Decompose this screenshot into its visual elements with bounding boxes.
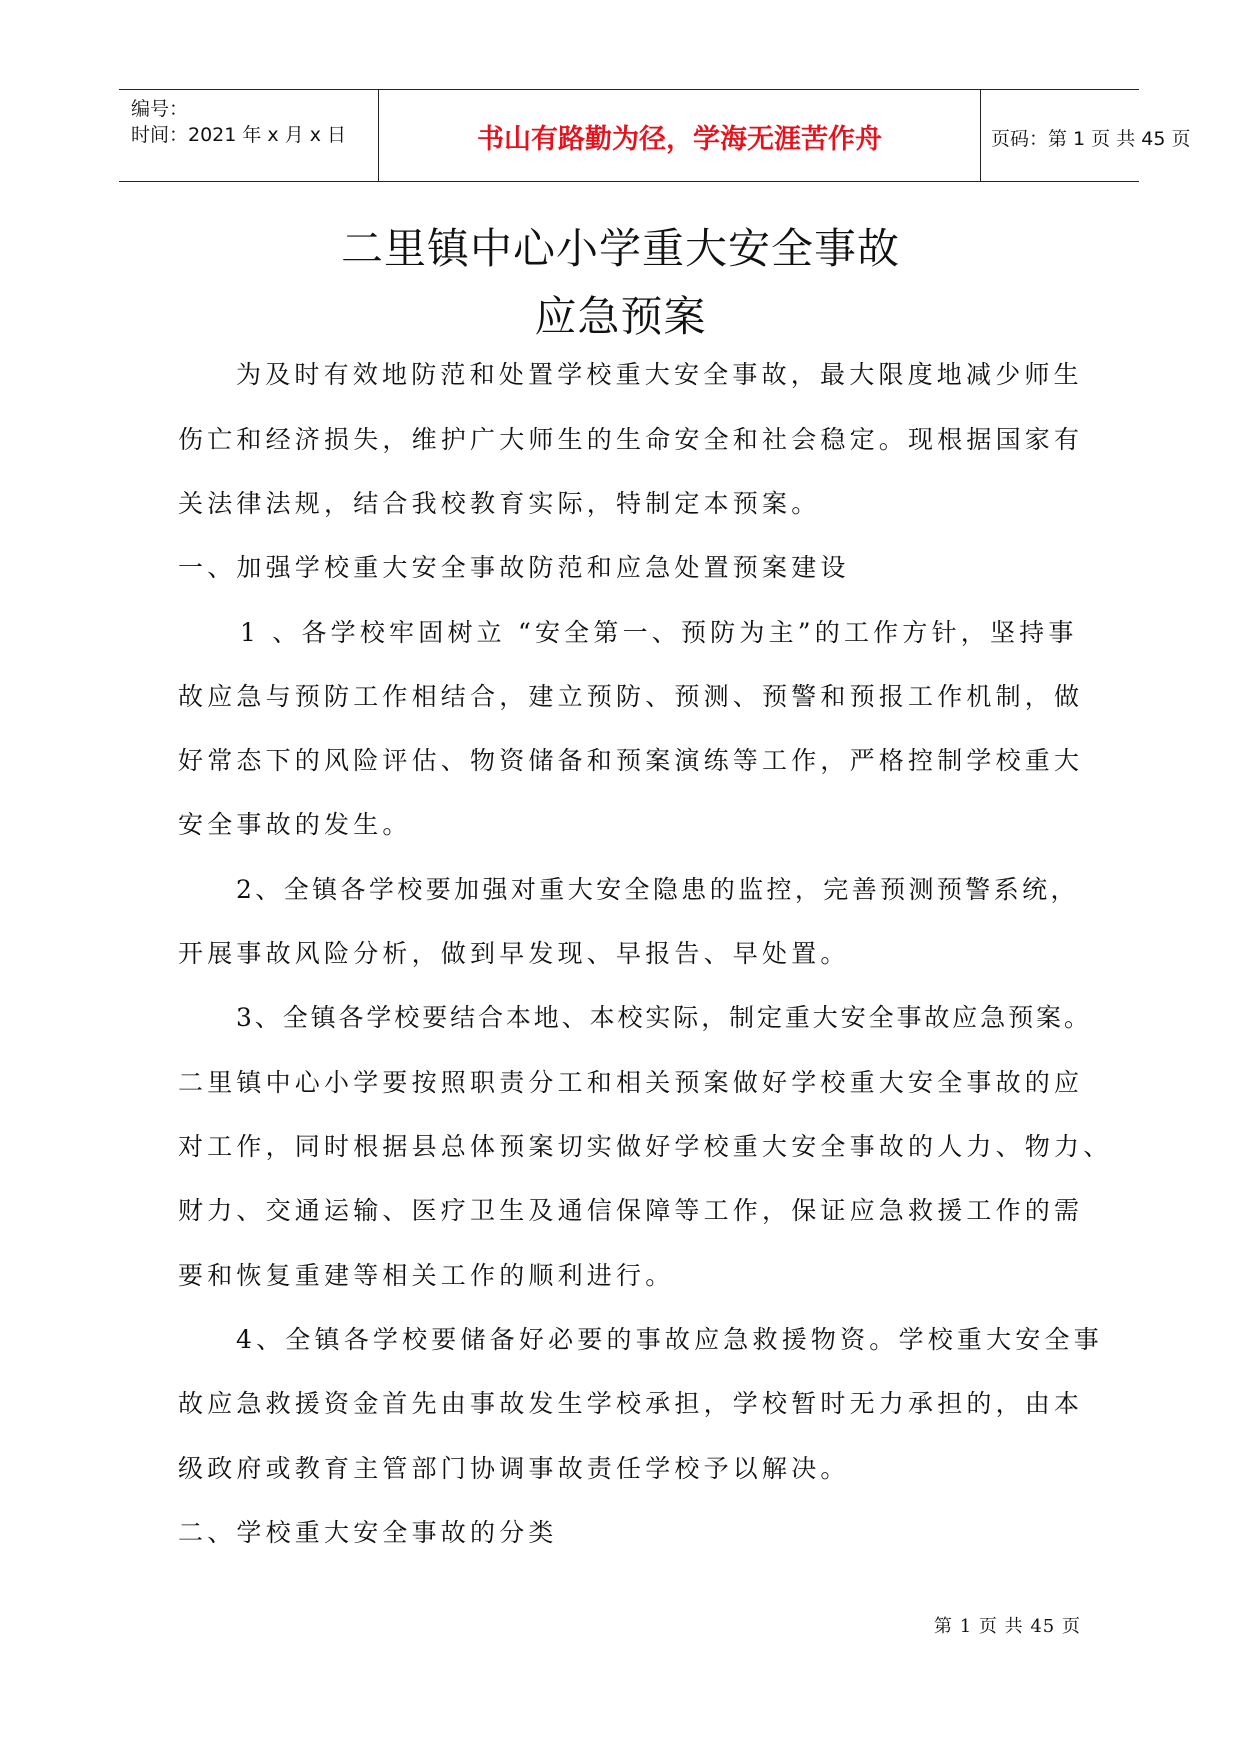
section-heading: 二、学校重大安全事故的分类 — [178, 1518, 558, 1547]
header-page-cell — [981, 90, 1191, 181]
document-header — [119, 89, 1191, 182]
body-line: 2、全镇各学校要加强对重大安全隐患的监控，完善预测预警系统， — [236, 875, 1079, 904]
body-line: 安全事故的发生。 — [178, 810, 412, 839]
page-footer: 第 1 页 共 45 页 — [934, 1616, 1081, 1637]
body-line: 好常态下的风险评估、物资储备和预案演练等工作，严格控制学校重大 — [178, 746, 1084, 775]
body-line: 财力、交通运输、医疗卫生及通信保障等工作，保证应急救援工作的需 — [178, 1196, 1084, 1225]
header-motto-cell — [378, 90, 981, 181]
body-line: 4、全镇各学校要储备好必要的事故应急救援物资。学校重大安全事 — [236, 1325, 1103, 1354]
body-line: 二里镇中心小学要按照职责分工和相关预案做好学校重大安全事故的应 — [178, 1068, 1084, 1097]
body-line: 1 、各学校牢固树立 “安全第一、预防为主”的工作方针，坚持事 — [240, 618, 1078, 647]
document-subtitle: 应急预案 — [534, 292, 707, 341]
body-line: 为及时有效地防范和处置学校重大安全事故，最大限度地减少师生 — [236, 360, 1083, 389]
body-line: 伤亡和经济损失，维护广大师生的生命安全和社会稳定。现根据国家有 — [178, 425, 1084, 454]
body-line: 3、全镇各学校要结合本地、本校实际，制定重大安全事故应急预案。 — [236, 1003, 1092, 1032]
document-title: 二里镇中心小学重大安全事故 — [340, 224, 900, 273]
header-page-code: 页码：第 1 页 共 45 页 — [991, 128, 1191, 150]
document-number-label: 编号： — [131, 98, 189, 120]
header-motto: 书山有路勤为径，学海无涯苦作舟 — [477, 124, 882, 155]
body-line: 关法律法规，结合我校教育实际，特制定本预案。 — [178, 489, 821, 518]
body-line: 要和恢复重建等相关工作的顺利进行。 — [178, 1261, 675, 1290]
body-line: 对工作，同时根据县总体预案切实做好学校重大安全事故的人力、物力、 — [178, 1132, 1113, 1161]
document-time-label: 时间：2021 年 x 月 x 日 — [131, 124, 347, 146]
header-meta-cell — [119, 90, 378, 181]
body-line: 级政府或教育主管部门协调事故责任学校予以解决。 — [178, 1454, 850, 1483]
body-line: 开展事故风险分析，做到早发现、早报告、早处置。 — [178, 939, 850, 968]
section-heading: 一、加强学校重大安全事故防范和应急处置预案建设 — [178, 553, 850, 582]
body-line: 故应急救援资金首先由事故发生学校承担，学校暂时无力承担的，由本 — [178, 1389, 1084, 1418]
body-line: 故应急与预防工作相结合，建立预防、预测、预警和预报工作机制，做 — [178, 682, 1084, 711]
